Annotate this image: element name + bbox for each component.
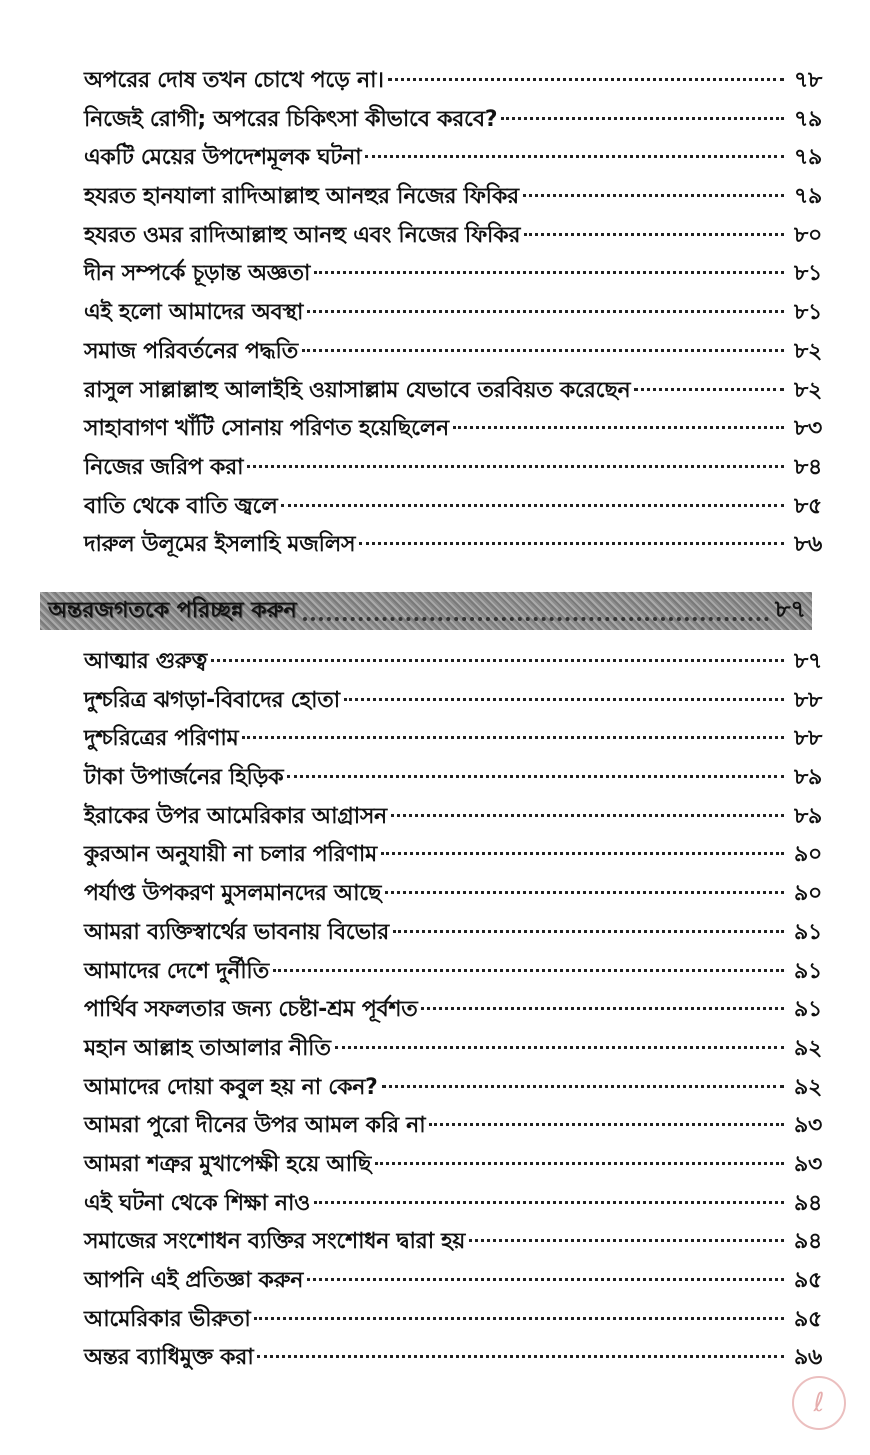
entry-page-number: ৯২ [794, 1035, 822, 1061]
entry-title: পার্থিব সফলতার জন্য চেষ্টা-শ্রম পূর্বশত [84, 997, 418, 1023]
dot-leader [523, 194, 784, 197]
dot-leader [382, 1085, 784, 1088]
toc-entry [84, 682, 822, 721]
dot-leader [287, 775, 784, 778]
entry-title: সমাজের সংশোধন ব্যক্তির সংশোধন দ্বারা হয় [84, 1229, 466, 1255]
toc-entry [84, 953, 822, 992]
toc-entry [84, 488, 822, 527]
entry-page-number: ৮২ [794, 338, 822, 364]
entry-title: এই ঘটনা থেকে শিক্ষা নাও [84, 1190, 311, 1216]
dot-leader [247, 465, 784, 468]
entry-page-number: ৯৩ [794, 1113, 822, 1139]
feather-logo-icon [792, 1376, 846, 1430]
dot-leader [469, 1239, 784, 1242]
entry-page-number: ৯১ [794, 958, 822, 984]
dot-leader [211, 659, 784, 662]
toc-entry [84, 255, 822, 294]
dot-leader [365, 155, 784, 158]
dot-leader [524, 233, 784, 236]
toc-entry [84, 1069, 822, 1108]
dot-leader [375, 1162, 784, 1165]
toc-entry [84, 1301, 822, 1340]
toc-entry [84, 372, 822, 411]
dot-leader [393, 930, 784, 933]
entry-page-number: ৮০ [794, 222, 822, 248]
entry-title: দীন সম্পর্কে চূড়ান্ত অজ্ঞতা [84, 261, 311, 287]
entry-title: অন্তর ব্যাধিমুক্ত করা [84, 1345, 254, 1371]
toc-entry [84, 798, 822, 837]
entry-title: আমরা ব্যক্তিস্বার্থের ভাবনায় বিভোর [84, 919, 389, 945]
watermark-glyph: ℓ [813, 1388, 825, 1418]
toc-entry [84, 914, 822, 953]
toc-entry [84, 1262, 822, 1301]
toc-entry [84, 1146, 822, 1185]
entry-page-number: ৯৩ [794, 1151, 822, 1177]
toc-entry [84, 101, 822, 140]
dot-leader [385, 891, 784, 894]
toc-entry [84, 62, 822, 101]
entry-page-number: ৯৫ [794, 1306, 822, 1332]
entry-title: আমেরিকার ভীরুতা [84, 1306, 251, 1332]
dot-leader [281, 504, 784, 507]
toc-entry [84, 836, 822, 875]
toc-entry [84, 875, 822, 914]
toc-entry [84, 526, 822, 565]
toc-entry [84, 1223, 822, 1262]
dot-leader [302, 349, 784, 352]
toc-entry [84, 217, 822, 256]
toc-list-top [84, 62, 822, 565]
entry-title: মহান আল্লাহ তাআলার নীতি [84, 1035, 331, 1061]
dot-leader [254, 1317, 784, 1320]
entry-page-number: ৮৪ [794, 454, 822, 480]
entry-title: আমাদের দেশে দুর্নীতি [84, 958, 269, 984]
dot-leader [303, 617, 769, 621]
entry-title: দুশ্চরিত্রের পরিণাম [84, 726, 239, 752]
entry-title: দুশ্চরিত্র ঝগড়া-বিবাদের হোতা [84, 687, 340, 713]
entry-title: আত্মার গুরুত্ব [84, 649, 207, 674]
entry-page-number: ৮৮ [794, 726, 822, 752]
toc-entry [84, 720, 822, 759]
entry-title: আমরা শত্রুর মুখাপেক্ষী হয়ে আছি [84, 1151, 372, 1177]
dot-leader [381, 852, 784, 855]
entry-title: নিজের জরিপ করা [84, 454, 244, 480]
entry-page-number: ৯১ [794, 997, 822, 1023]
toc-entry [84, 1185, 822, 1224]
entry-page-number: ৯৪ [794, 1229, 822, 1255]
dot-leader [307, 310, 784, 313]
entry-page-number: ৮৫ [794, 493, 822, 519]
entry-page-number: ৮৬ [794, 532, 822, 558]
entry-page-number: ৮২ [794, 377, 822, 403]
entry-title: নিজেই রোগী; অপরের চিকিৎসা কীভাবে করবে? [84, 106, 498, 132]
chapter-page-number: ৮৭ [774, 595, 806, 623]
entry-title: আপনি এই প্রতিজ্ঞা করুন [84, 1268, 304, 1293]
entry-page-number: ৯৬ [794, 1345, 822, 1371]
entry-title: হযরত হানযালা রাদিআল্লাহু আনহুর নিজের ফিকির [84, 184, 519, 210]
toc-entry [84, 759, 822, 798]
entry-title: টাকা উপার্জনের হিড়িক [84, 765, 284, 791]
entry-page-number: ৮৭ [794, 649, 822, 674]
toc-entry [84, 1107, 822, 1146]
entry-title: দারুল উলূমের ইসলাহি মজলিস [84, 532, 356, 558]
entry-page-number: ৯২ [794, 1074, 822, 1100]
toc-list-bottom [84, 643, 822, 1378]
chapter-heading [40, 592, 812, 630]
entry-title: একটি মেয়ের উপদেশমূলক ঘটনা [84, 145, 362, 171]
dot-leader [242, 736, 784, 739]
dot-leader [634, 388, 784, 391]
toc-entry [84, 1030, 822, 1069]
entry-title: বাতি থেকে বাতি জ্বলে [84, 493, 278, 519]
toc-entry [84, 294, 822, 333]
entry-page-number: ৮৩ [794, 416, 822, 442]
entry-title: ইরাকের উপর আমেরিকার আগ্রাসন [84, 803, 387, 829]
toc-entry [84, 643, 822, 682]
entry-page-number: ৮১ [794, 261, 822, 287]
entry-page-number: ৭৮ [794, 68, 822, 93]
dot-leader [335, 1046, 784, 1049]
entry-page-number: ৯৫ [794, 1268, 822, 1293]
entry-page-number: ৮১ [794, 300, 822, 326]
toc-entry [84, 449, 822, 488]
dot-leader [391, 814, 784, 817]
dot-leader [273, 969, 784, 972]
dot-leader [421, 1007, 784, 1010]
dot-leader [314, 271, 784, 274]
entry-page-number: ৮৮ [794, 687, 822, 713]
entry-title: এই হলো আমাদের অবস্থা [84, 300, 304, 326]
dot-leader [501, 117, 784, 120]
entry-page-number: ৯১ [794, 919, 822, 945]
entry-title: হযরত ওমর রাদিআল্লাহু আনহু এবং নিজের ফিকির [84, 222, 521, 248]
toc-entry [84, 333, 822, 372]
entry-page-number: ৭৯ [794, 145, 822, 171]
toc-entry [84, 410, 822, 449]
entry-title: আমরা পুরো দীনের উপর আমল করি না [84, 1113, 426, 1139]
entry-page-number: ৯৪ [794, 1190, 822, 1216]
entry-page-number: ৮৯ [794, 765, 822, 791]
entry-title: কুরআন অনুযায়ী না চলার পরিণাম [84, 842, 377, 868]
toc-entry [84, 1339, 822, 1378]
entry-page-number: ৯০ [794, 842, 822, 868]
entry-page-number: ৭৯ [794, 184, 822, 210]
entry-title: সমাজ পরিবর্তনের পদ্ধতি [84, 338, 298, 364]
entry-title: পর্যাপ্ত উপকরণ মুসলমানদের আছে [84, 881, 382, 907]
entry-title: রাসুল সাল্লাল্লাহু আলাইহি ওয়াসাল্লাম যেভাবে তরবিয়ত করেছেন [84, 377, 631, 403]
dot-leader [388, 78, 784, 81]
dot-leader [344, 698, 784, 701]
entry-page-number: ৭৯ [794, 106, 822, 132]
entry-page-number: ৯০ [794, 881, 822, 907]
dot-leader [307, 1278, 784, 1281]
entry-title: অপরের দোষ তখন চোখে পড়ে না। [84, 68, 384, 93]
entry-title: আমাদের দোয়া কবুল হয় না কেন? [84, 1074, 378, 1100]
dot-leader [453, 426, 784, 429]
entry-title: সাহাবাগণ খাঁটি সোনায় পরিণত হয়েছিলেন [84, 416, 449, 442]
toc-entry [84, 139, 822, 178]
toc-entry [84, 178, 822, 217]
chapter-title: অন্তরজগতকে পরিচ্ছন্ন করুন [48, 597, 297, 623]
entry-page-number: ৮৯ [794, 803, 822, 829]
dot-leader [257, 1355, 784, 1358]
dot-leader [429, 1123, 784, 1126]
dot-leader [314, 1201, 784, 1204]
toc-entry [84, 991, 822, 1030]
dot-leader [359, 542, 784, 545]
